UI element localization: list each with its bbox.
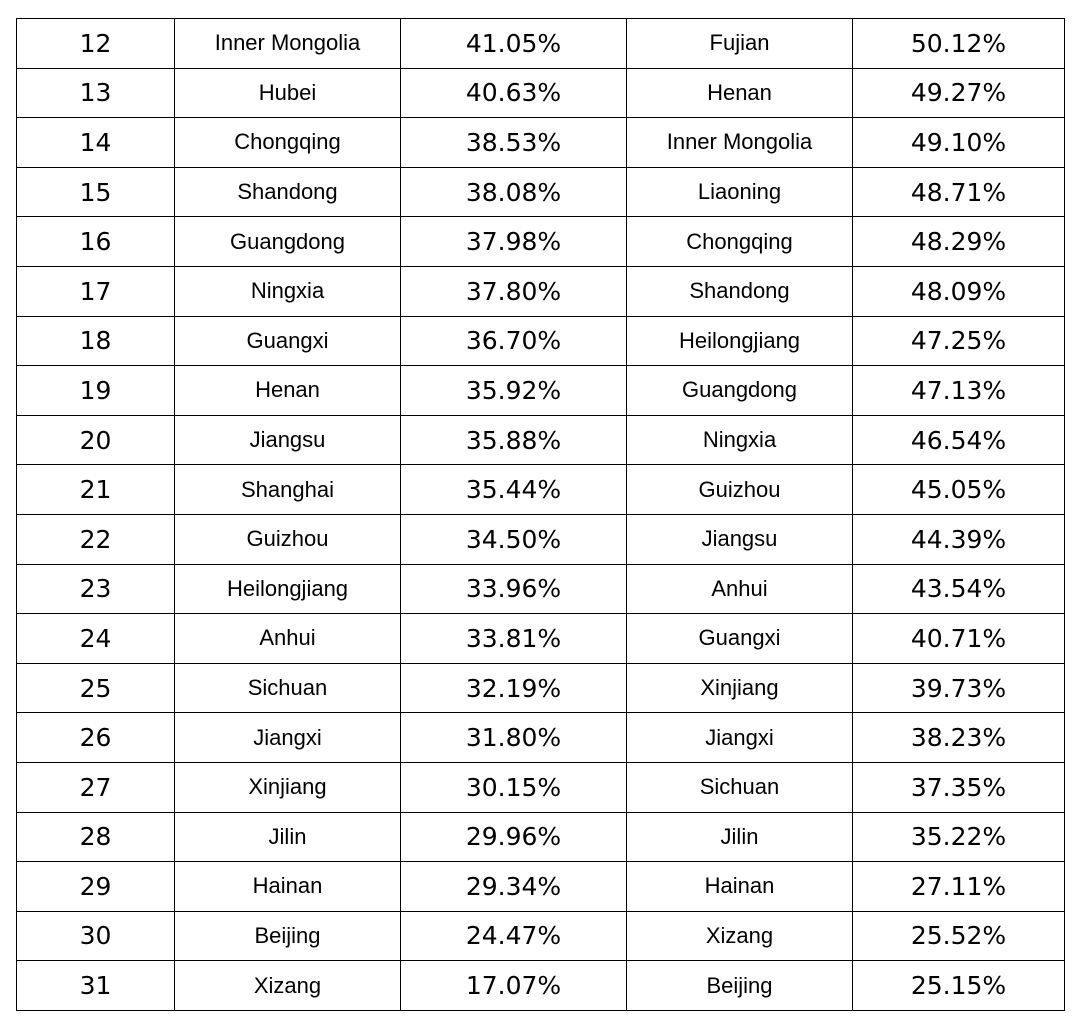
table-row: [17, 812, 1065, 862]
province-b-cell: Ningxia: [627, 415, 853, 465]
table-row: [17, 862, 1065, 912]
value-b-cell: 47.13%: [853, 366, 1065, 416]
rank-cell: 30: [17, 911, 175, 961]
table-row: [17, 68, 1065, 118]
table-row: [17, 961, 1065, 1011]
table-row: [17, 465, 1065, 515]
value-b-cell: 48.29%: [853, 217, 1065, 267]
value-b-cell: 27.11%: [853, 862, 1065, 912]
province-a-cell: Guangdong: [175, 217, 401, 267]
rank-cell: 13: [17, 68, 175, 118]
rank-cell: 28: [17, 812, 175, 862]
province-b-cell: Henan: [627, 68, 853, 118]
province-a-cell: Jiangsu: [175, 415, 401, 465]
table-body: [17, 19, 1065, 1011]
province-b-cell: Jiangsu: [627, 514, 853, 564]
province-b-cell: Inner Mongolia: [627, 118, 853, 168]
value-b-cell: 35.22%: [853, 812, 1065, 862]
rank-cell: 25: [17, 663, 175, 713]
value-a-cell: 37.80%: [401, 266, 627, 316]
value-b-cell: 48.71%: [853, 167, 1065, 217]
value-a-cell: 37.98%: [401, 217, 627, 267]
table-row: [17, 762, 1065, 812]
table-row: [17, 514, 1065, 564]
value-b-cell: 49.27%: [853, 68, 1065, 118]
ranking-table: [16, 18, 1065, 1011]
value-b-cell: 38.23%: [853, 713, 1065, 763]
value-b-cell: 47.25%: [853, 316, 1065, 366]
province-a-cell: Henan: [175, 366, 401, 416]
value-b-cell: 50.12%: [853, 19, 1065, 69]
table-row: [17, 415, 1065, 465]
province-b-cell: Guizhou: [627, 465, 853, 515]
province-a-cell: Chongqing: [175, 118, 401, 168]
value-a-cell: 38.08%: [401, 167, 627, 217]
rank-cell: 20: [17, 415, 175, 465]
rank-cell: 18: [17, 316, 175, 366]
province-a-cell: Jilin: [175, 812, 401, 862]
value-a-cell: 29.96%: [401, 812, 627, 862]
table-row: [17, 316, 1065, 366]
rank-cell: 29: [17, 862, 175, 912]
value-b-cell: 49.10%: [853, 118, 1065, 168]
table-row: [17, 663, 1065, 713]
rank-cell: 19: [17, 366, 175, 416]
province-a-cell: Guizhou: [175, 514, 401, 564]
province-b-cell: Jiangxi: [627, 713, 853, 763]
province-a-cell: Shandong: [175, 167, 401, 217]
province-b-cell: Hainan: [627, 862, 853, 912]
province-a-cell: Inner Mongolia: [175, 19, 401, 69]
province-a-cell: Jiangxi: [175, 713, 401, 763]
value-b-cell: 37.35%: [853, 762, 1065, 812]
value-a-cell: 30.15%: [401, 762, 627, 812]
value-b-cell: 25.15%: [853, 961, 1065, 1011]
table-row: [17, 614, 1065, 664]
value-b-cell: 25.52%: [853, 911, 1065, 961]
table-row: [17, 564, 1065, 614]
province-a-cell: Shanghai: [175, 465, 401, 515]
province-b-cell: Chongqing: [627, 217, 853, 267]
rank-cell: 12: [17, 19, 175, 69]
rank-cell: 31: [17, 961, 175, 1011]
value-b-cell: 40.71%: [853, 614, 1065, 664]
province-b-cell: Guangxi: [627, 614, 853, 664]
province-a-cell: Guangxi: [175, 316, 401, 366]
table-row: [17, 118, 1065, 168]
province-b-cell: Beijing: [627, 961, 853, 1011]
province-b-cell: Shandong: [627, 266, 853, 316]
value-a-cell: 40.63%: [401, 68, 627, 118]
province-a-cell: Xinjiang: [175, 762, 401, 812]
value-a-cell: 35.92%: [401, 366, 627, 416]
table-row: [17, 366, 1065, 416]
value-a-cell: 38.53%: [401, 118, 627, 168]
province-b-cell: Liaoning: [627, 167, 853, 217]
province-a-cell: Anhui: [175, 614, 401, 664]
value-b-cell: 45.05%: [853, 465, 1065, 515]
province-a-cell: Heilongjiang: [175, 564, 401, 614]
province-a-cell: Sichuan: [175, 663, 401, 713]
province-a-cell: Hainan: [175, 862, 401, 912]
province-a-cell: Ningxia: [175, 266, 401, 316]
province-b-cell: Jilin: [627, 812, 853, 862]
rank-cell: 26: [17, 713, 175, 763]
province-b-cell: Xizang: [627, 911, 853, 961]
value-a-cell: 33.96%: [401, 564, 627, 614]
table-row: [17, 713, 1065, 763]
province-b-cell: Fujian: [627, 19, 853, 69]
value-a-cell: 31.80%: [401, 713, 627, 763]
province-a-cell: Hubei: [175, 68, 401, 118]
province-b-cell: Guangdong: [627, 366, 853, 416]
value-a-cell: 41.05%: [401, 19, 627, 69]
value-a-cell: 33.81%: [401, 614, 627, 664]
value-a-cell: 32.19%: [401, 663, 627, 713]
rank-cell: 15: [17, 167, 175, 217]
rank-cell: 22: [17, 514, 175, 564]
value-a-cell: 35.44%: [401, 465, 627, 515]
rank-cell: 14: [17, 118, 175, 168]
province-b-cell: Heilongjiang: [627, 316, 853, 366]
value-b-cell: 46.54%: [853, 415, 1065, 465]
table-row: [17, 217, 1065, 267]
ranking-table-container: [16, 18, 1064, 1011]
province-b-cell: Xinjiang: [627, 663, 853, 713]
value-b-cell: 43.54%: [853, 564, 1065, 614]
rank-cell: 16: [17, 217, 175, 267]
value-b-cell: 39.73%: [853, 663, 1065, 713]
table-row: [17, 911, 1065, 961]
table-row: [17, 19, 1065, 69]
value-a-cell: 29.34%: [401, 862, 627, 912]
rank-cell: 23: [17, 564, 175, 614]
value-a-cell: 35.88%: [401, 415, 627, 465]
table-row: [17, 167, 1065, 217]
province-b-cell: Anhui: [627, 564, 853, 614]
rank-cell: 21: [17, 465, 175, 515]
rank-cell: 17: [17, 266, 175, 316]
value-a-cell: 24.47%: [401, 911, 627, 961]
value-a-cell: 17.07%: [401, 961, 627, 1011]
province-a-cell: Xizang: [175, 961, 401, 1011]
value-b-cell: 48.09%: [853, 266, 1065, 316]
rank-cell: 27: [17, 762, 175, 812]
province-b-cell: Sichuan: [627, 762, 853, 812]
province-a-cell: Beijing: [175, 911, 401, 961]
rank-cell: 24: [17, 614, 175, 664]
table-row: [17, 266, 1065, 316]
value-a-cell: 34.50%: [401, 514, 627, 564]
value-b-cell: 44.39%: [853, 514, 1065, 564]
value-a-cell: 36.70%: [401, 316, 627, 366]
